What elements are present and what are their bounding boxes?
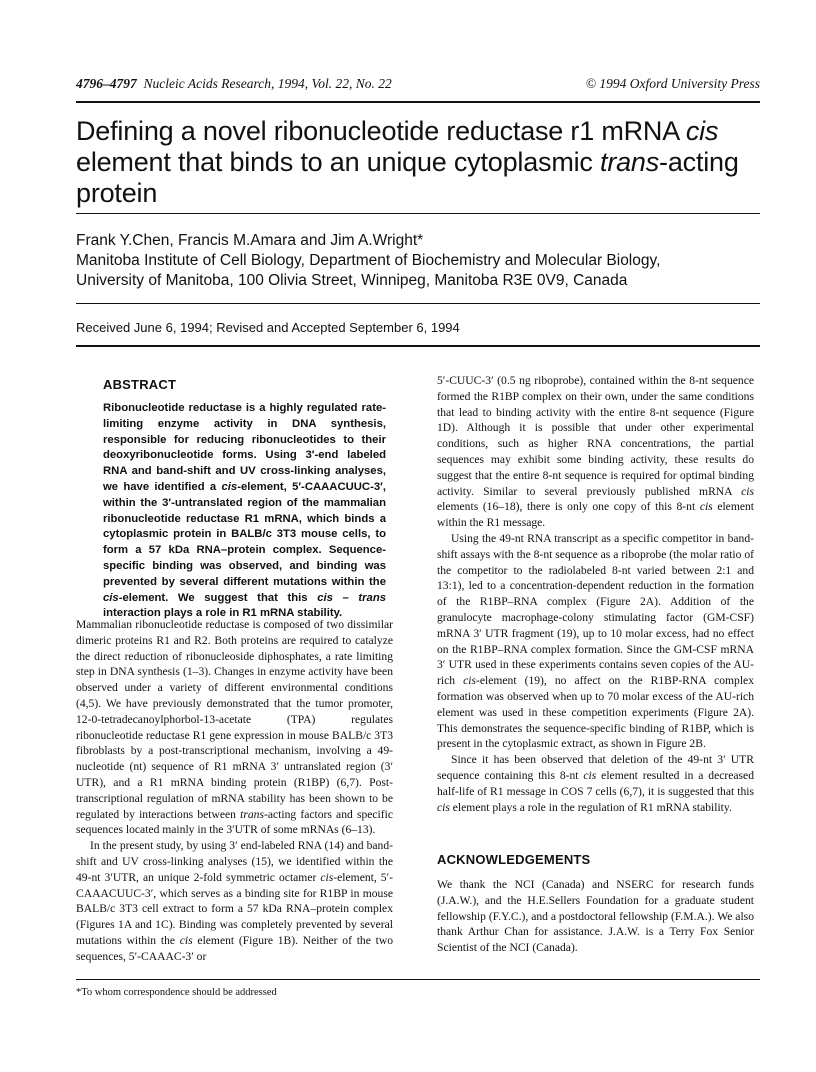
intro-paragraph-1: Mammalian ribonucleotide reductase is composed of two dissimilar dimeric proteins R1 and R2. Both proteins are required to catalyze the direct reduction of ribonucleoside diphosphates, a rate limiting step in DNA synthesis (1–3). Changes in enzyme activity have been observed under a variety of different environmental conditions (4,5). We have previously demonstrated that the tumor promoter, 12-0-tetradecanoylphorbol-13-acetate (TPA) regulates ribonucleotide reductase R1 gene expression in mouse BALB/c 3T3 fibroblasts by a post-transcriptional mechanism, involving a 49-nucleotide (nt) sequence of R1 mRNA 3′ untranslated region (3′ UTR), and a R1 mRNA binding protein (R1BP) (6,7). Post-transcriptional regulation of mRNA stability has been shown to be regulated by interactions between trans-acting factors and specific sequences located mainly in the 3′UTR of some mRNAs (6–13). bbox=[76, 618, 394, 837]
title-rule bbox=[76, 213, 760, 214]
article-title: Defining a novel ribonucleotide reductase r1 mRNA cis element that binds to an unique cytoplasmic trans-acting protein bbox=[76, 116, 739, 208]
journal-citation: Nucleic Acids Research, 1994, Vol. 22, No. 22 bbox=[143, 76, 392, 91]
acknowledgements-text: We thank the NCI (Canada) and NSERC for research funds (J.A.W.), and the H.E.Sellers Foundation for a graduate student fellowship (F.Y.C.), and a postdoctoral fellowship (F.M.A.). We also thank Arthur Chan for assistance. J.A.W. is a Terry Fox Senior Scientist of the NCI (Canada). bbox=[437, 878, 754, 955]
header-rule bbox=[76, 101, 760, 103]
author-list: Frank Y.Chen, Francis M.Amara and Jim A.Wright* bbox=[76, 232, 424, 249]
affiliation-rule bbox=[76, 303, 760, 304]
correspondence-footnote: *To whom correspondence should be addressed bbox=[76, 987, 277, 998]
running-header-left bbox=[76, 76, 392, 92]
received-rule bbox=[76, 345, 760, 347]
results-paragraph-1: 5′-CUUC-3′ (0.5 ng riboprobe), contained within the 8-nt sequence formed the R1BP complex on their own, under the same conditions that lead to binding activity with the entire 8-nt sequence (Figure 1D). Although it is possible that under other experimental conditions, such as higher RNA concentrations, the partial sequences may exhibit some binding activity, these results do suggest that the entire 8-nt sequence is required for optimal binding activity. Similar to several previously published mRNA cis elements (16–18), there is only one copy of this 8-nt cis element within the R1 message. bbox=[437, 374, 755, 530]
affiliation-line-2: University of Manitoba, 100 Olivia Street, Winnipeg, Manitoba R3E 0V9, Canada bbox=[76, 272, 628, 289]
received-dates: Received June 6, 1994; Revised and Accepted September 6, 1994 bbox=[76, 320, 460, 335]
results-paragraph-3: Since it has been observed that deletion of the 49-nt 3′ UTR sequence containing this 8-nt cis element resulted in a decreased half-life of R1 message in COS 7 cells (6,7), it is suggested that this cis element plays a role in the regulation of R1 mRNA stability. bbox=[437, 753, 754, 814]
copyright-notice: © 1994 Oxford University Press bbox=[585, 76, 760, 91]
results-column bbox=[437, 373, 754, 815]
acknowledgements-column bbox=[437, 877, 754, 956]
page-range: 4796–4797 bbox=[76, 76, 137, 91]
affiliation-line-1: Manitoba Institute of Cell Biology, Department of Biochemistry and Molecular Biology, bbox=[76, 252, 661, 269]
results-paragraph-2: Using the 49-nt RNA transcript as a specific competitor in band-shift assays with the 8-nt sequence as a riboprobe (the molar ratio of the competitor to the radiolabeled 8-nt varied between 2:1 and 13:1), led to a concentration-dependent reduction in the formation of the R1BP–RNA complex (Figure 2A). Addition of the granulocyte macrophage-colony stimulating factor (GM-CSF) mRNA 3′ UTR fragment (19), up to 10 molar excess, had no effect on the R1BP–RNA complex formation. Since the GM-CSF mRNA 3′ UTR used in these experiments contains seven copies of the AU-rich cis-element (19), no affect on the R1BP-RNA complex formation was observed when up to 70 molar excess of the AU-rich element was used in these competition experiments (Figure 2A). This demonstrates the sequence-specific binding of R1BP, which is present in the cytoplasmic extract, as shown in Figure 2B. bbox=[437, 531, 754, 751]
acknowledgements-heading: ACKNOWLEDGEMENTS bbox=[437, 852, 591, 867]
introduction-column bbox=[76, 617, 393, 965]
footnote-rule bbox=[76, 979, 760, 980]
intro-paragraph-2: In the present study, by using 3′ end-labeled RNA (14) and band-shift and UV cross-linking analyses (15), we identified within the 49-nt 3′UTR, an unique 2-fold symmetric octamer cis-element, 5′-CAAACUUC-3′, which serves as a binding site for R1BP in mouse BALB/c 3T3 cell extract to form a 57 kDa RNA–protein complex (Figures 1A and 1C). Binding was completely prevented by several mutations within the cis element (Figure 1B). Neither of the two sequences, 5′-CAAAC-3′ or bbox=[76, 839, 394, 963]
abstract-text: Ribonucleotide reductase is a highly regulated rate-limiting enzyme activity in DNA synthesis, responsible for reducing ribonucleotides to their deoxyribonucleotide forms. Using 3′-end labeled RNA and band-shift and UV cross-linking analyses, we have identified a cis-element, 5′-CAAACUUC-3′, within the 3′-untranslated region of the mammalian ribonucleotide reductase R1 mRNA, which binds a cytoplasmic protein in BALB/c 3T3 mouse cells, to form a 57 kDa RNA–protein complex. Sequence-specific binding was observed, and binding was prevented by several different mutations within the cis-element. We suggest that this cis – trans interaction plays a role in R1 mRNA stability. bbox=[103, 402, 387, 620]
abstract-heading: ABSTRACT bbox=[103, 377, 177, 392]
